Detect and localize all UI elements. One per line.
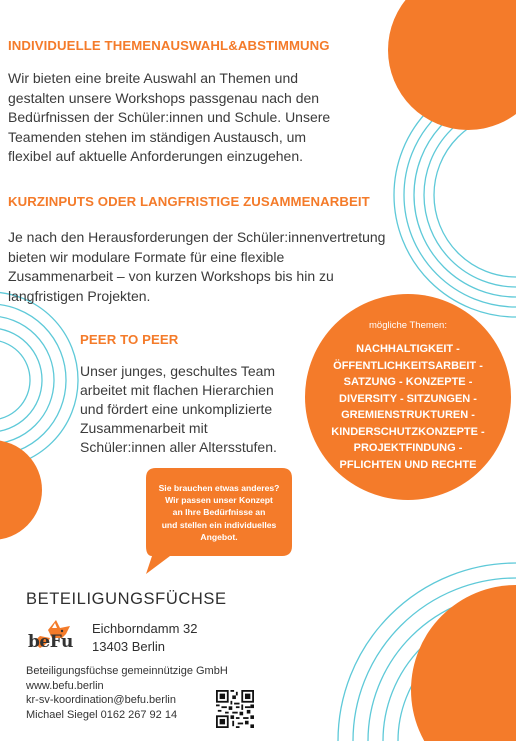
section3-line: Schüler:innen aller Altersstufen. [80, 439, 277, 455]
logo-text: beFu [28, 632, 73, 652]
speech-bubble-line: Angebot. [200, 531, 238, 542]
section2-heading: KURZINPUTS ODER LANGFRISTIGE ZUSAMMENARBEIT [8, 194, 370, 209]
contact-website[interactable]: www.befu.berlin [26, 679, 104, 692]
section1-line: gestalten unsere Workshops passgenau nach den [8, 89, 320, 106]
speech-bubble-line: Wir passen unser Konzept [165, 495, 273, 506]
section3-line: Unser junges, geschultes Team [80, 363, 276, 379]
topics-list [310, 341, 506, 473]
address-city: 13403 Berlin [92, 639, 165, 654]
contact-email[interactable]: kr-sv-koordination@befu.berlin [26, 694, 176, 706]
left-rings [0, 292, 78, 468]
topic-item: DIVERSITY - SITZUNGEN - [339, 392, 477, 405]
topic-item: ÖFFENTLICHKEITSARBEIT - [333, 359, 483, 372]
contact-org: Beteiligungsfüchse gemeinnützige GmbH [26, 665, 228, 677]
org-title: BETEILIGUNGSFÜCHSE [26, 590, 227, 608]
section1-line: Teamenden stehen im ständigen Austausch, um [8, 128, 307, 145]
section1-heading: INDIVIDUELLE THEMENAUSWAHL&ABSTIMMUNG [8, 38, 330, 53]
section1-line: Bedürfnissen der Schüler:innen und Schule. Unsere [8, 109, 331, 125]
bottom-right-orange-circle [411, 585, 516, 741]
speech-bubble-line: Sie brauchen etwas anderes? [158, 483, 280, 493]
qr-code-icon[interactable] [216, 690, 254, 728]
section1-paragraph [8, 69, 408, 167]
section1-line: Wir bieten eine breite Auswahl an Themen und [8, 70, 299, 86]
section2-line: Je nach den Herausforderungen der Schüler:innenvertretung [8, 229, 386, 245]
topic-item: SATZUNG - KONZEPTE - [343, 376, 473, 388]
section3-line: Zusammenarbeit mit [80, 420, 208, 436]
topic-item: KINDERSCHUTZKONZEPTE - [331, 425, 485, 438]
speech-bubble-line: und stellen ein individuelles [161, 519, 277, 530]
contact-phone: Michael Siegel 0162 267 92 14 [26, 708, 178, 721]
section2-line: langfristigen Projekten. [8, 287, 151, 304]
topic-item: PROJEKTFINDUNG - [353, 442, 463, 454]
section3-paragraph [80, 362, 310, 457]
section2-line: Zusammenarbeit – von kurzen Workshops bis hin zu [8, 268, 334, 284]
speech-bubble-line: an Ihre Bedürfnisse an [172, 507, 266, 518]
topic-item: PFLICHTEN UND RECHTE [339, 458, 477, 471]
befu-logo [26, 614, 86, 654]
section3-line: arbeitet mit flachen Hierarchien [80, 382, 274, 398]
section3-line: und fördert eine unkomplizierte [80, 401, 273, 417]
topic-item: NACHHALTIGKEIT - [356, 343, 460, 355]
address-block [92, 620, 198, 656]
section1-line: flexibel auf aktuelle Anforderungen einzugehen. [8, 148, 303, 164]
topics-block [310, 320, 506, 473]
section2-line: bieten wir modulare Formate für eine flexible [8, 248, 285, 265]
topic-item: GREMIENSTRUKTUREN - [341, 409, 475, 421]
topics-label: mögliche Themen: [369, 320, 447, 331]
section3-heading: PEER TO PEER [80, 332, 179, 347]
address-street: Eichborndamm 32 [92, 621, 198, 636]
speech-bubble-text [146, 482, 292, 543]
section2-paragraph [8, 228, 478, 306]
